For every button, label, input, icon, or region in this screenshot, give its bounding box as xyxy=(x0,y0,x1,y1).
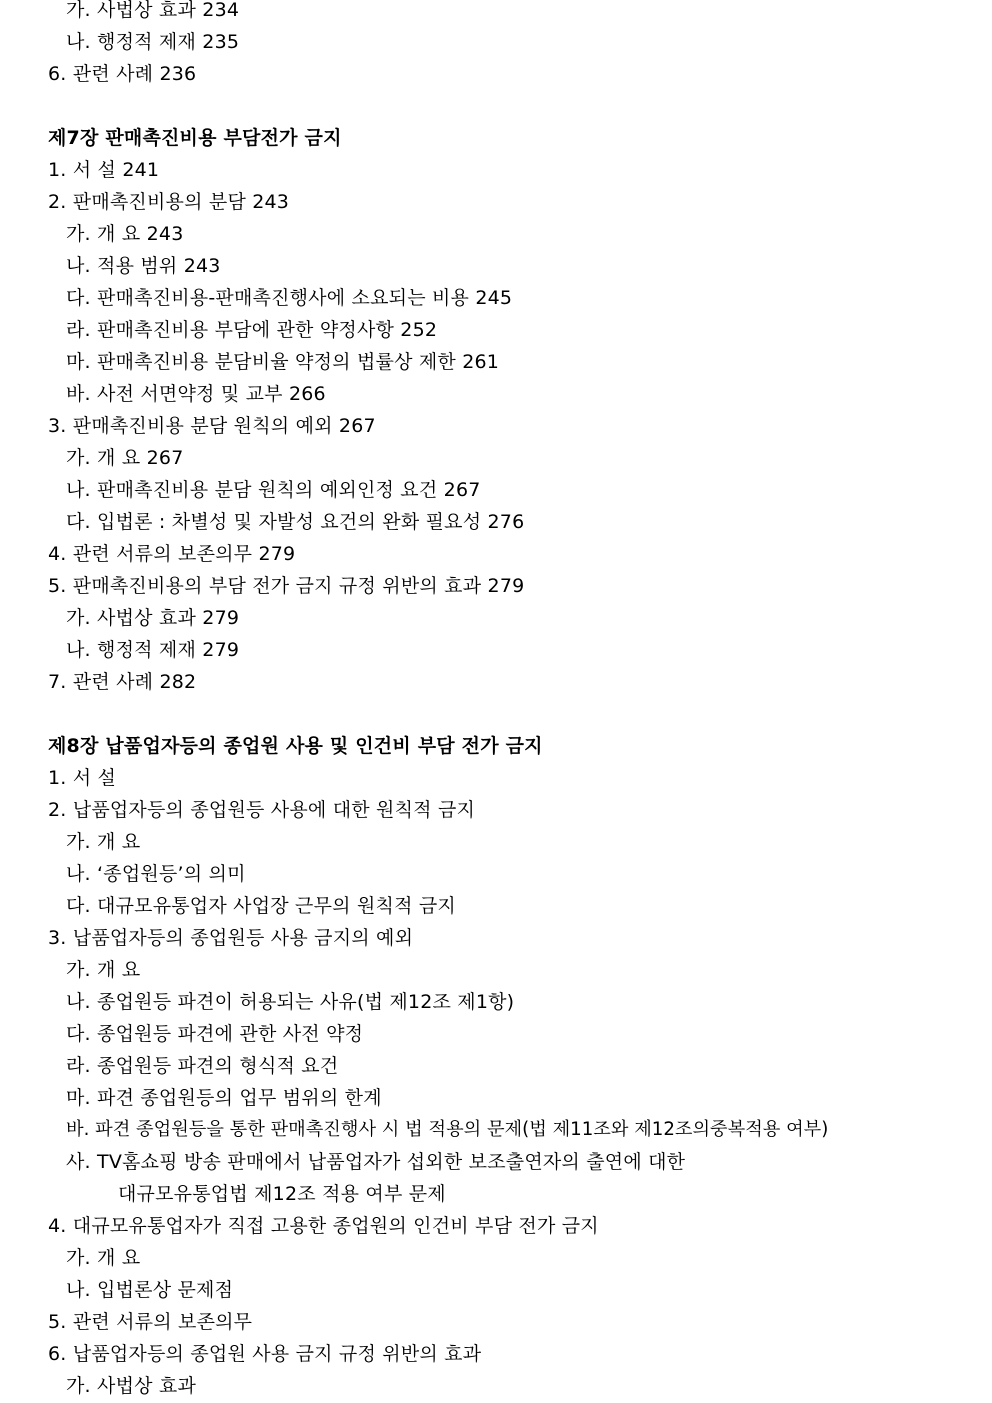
toc-subitem: 사. TV홈쇼핑 방송 판매에서 납품업자가 섭외한 보조출연자의 출연에 대한 xyxy=(66,1151,686,1173)
toc-subitem: 나. ‘종업원등’의 의미 xyxy=(66,863,246,885)
chapter-heading: 제8장 납품업자등의 종업원 사용 및 인건비 부담 전가 금지 xyxy=(48,735,543,757)
toc-item: 3. 납품업자등의 종업원등 사용 금지의 예외 xyxy=(48,927,414,949)
section-spacer xyxy=(48,698,978,730)
toc-item: 1. 서 설 241 xyxy=(48,159,160,181)
section-spacer xyxy=(48,90,978,122)
toc-subitem: 라. 종업원등 파견의 형식적 요건 xyxy=(66,1055,339,1077)
toc-subitem: 마. 파견 종업원등의 업무 범위의 한계 xyxy=(66,1087,382,1109)
toc-subitem: 가. 사법상 효과 234 xyxy=(66,0,240,21)
toc-subitem: 가. 사법상 효과 xyxy=(66,1375,197,1397)
table-of-contents xyxy=(48,0,978,1402)
toc-subitem-continuation: 대규모유통업법 제12조 적용 여부 문제 xyxy=(118,1183,446,1205)
toc-item: 2. 판매촉진비용의 분담 243 xyxy=(48,191,290,213)
toc-item: 6. 관련 사례 236 xyxy=(48,63,197,85)
toc-subitem: 가. 개 요 243 xyxy=(66,223,184,245)
toc-subitem: 다. 판매촉진비용-판매촉진행사에 소요되는 비용 245 xyxy=(66,287,513,309)
toc-subitem: 가. 개 요 xyxy=(66,831,141,853)
chapter-heading: 제7장 판매촉진비용 부담전가 금지 xyxy=(48,127,342,149)
toc-subitem: 나. 적용 범위 243 xyxy=(66,255,221,277)
toc-item: 4. 관련 서류의 보존의무 279 xyxy=(48,543,296,565)
toc-subitem: 바. 파견 종업원등을 통한 판매촉진행사 시 법 적용의 문제(법 제11조와 제12조의중복적용 여부) xyxy=(66,1119,829,1140)
toc-subitem: 바. 사전 서면약정 및 교부 266 xyxy=(66,383,326,405)
toc-subitem: 나. 행정적 제재 279 xyxy=(66,639,240,661)
toc-subitem: 다. 종업원등 파견에 관한 사전 약정 xyxy=(66,1023,364,1045)
toc-subitem: 가. 사법상 효과 279 xyxy=(66,607,240,629)
toc-subitem: 라. 판매촉진비용 부담에 관한 약정사항 252 xyxy=(66,319,438,341)
toc-subitem: 가. 개 요 267 xyxy=(66,447,184,469)
toc-subitem: 나. 행정적 제재 235 xyxy=(66,31,240,53)
toc-item: 5. 판매촉진비용의 부담 전가 금지 규정 위반의 효과 279 xyxy=(48,575,525,597)
toc-item: 2. 납품업자등의 종업원등 사용에 대한 원칙적 금지 xyxy=(48,799,476,821)
toc-subitem: 나. 종업원등 파견이 허용되는 사유(법 제12조 제1항) xyxy=(66,991,515,1013)
toc-subitem: 나. 판매촉진비용 분담 원칙의 예외인정 요건 267 xyxy=(66,479,481,501)
toc-subitem: 가. 개 요 xyxy=(66,959,141,981)
toc-subitem: 다. 대규모유통업자 사업장 근무의 원칙적 금지 xyxy=(66,895,456,917)
toc-item: 1. 서 설 xyxy=(48,767,117,789)
toc-item: 6. 납품업자등의 종업원 사용 금지 규정 위반의 효과 xyxy=(48,1343,482,1365)
toc-item: 5. 관련 서류의 보존의무 xyxy=(48,1311,253,1333)
toc-subitem: 가. 개 요 xyxy=(66,1247,141,1269)
toc-item: 3. 판매촉진비용 분담 원칙의 예외 267 xyxy=(48,415,376,437)
toc-item: 7. 관련 사례 282 xyxy=(48,671,197,693)
toc-subitem: 마. 판매촉진비용 분담비율 약정의 법률상 제한 261 xyxy=(66,351,500,373)
toc-subitem: 나. 입법론상 문제점 xyxy=(66,1279,234,1301)
toc-item: 4. 대규모유통업자가 직접 고용한 종업원의 인건비 부담 전가 금지 xyxy=(48,1215,599,1237)
toc-subitem: 다. 입법론 : 차별성 및 자발성 요건의 완화 필요성 276 xyxy=(66,511,525,533)
